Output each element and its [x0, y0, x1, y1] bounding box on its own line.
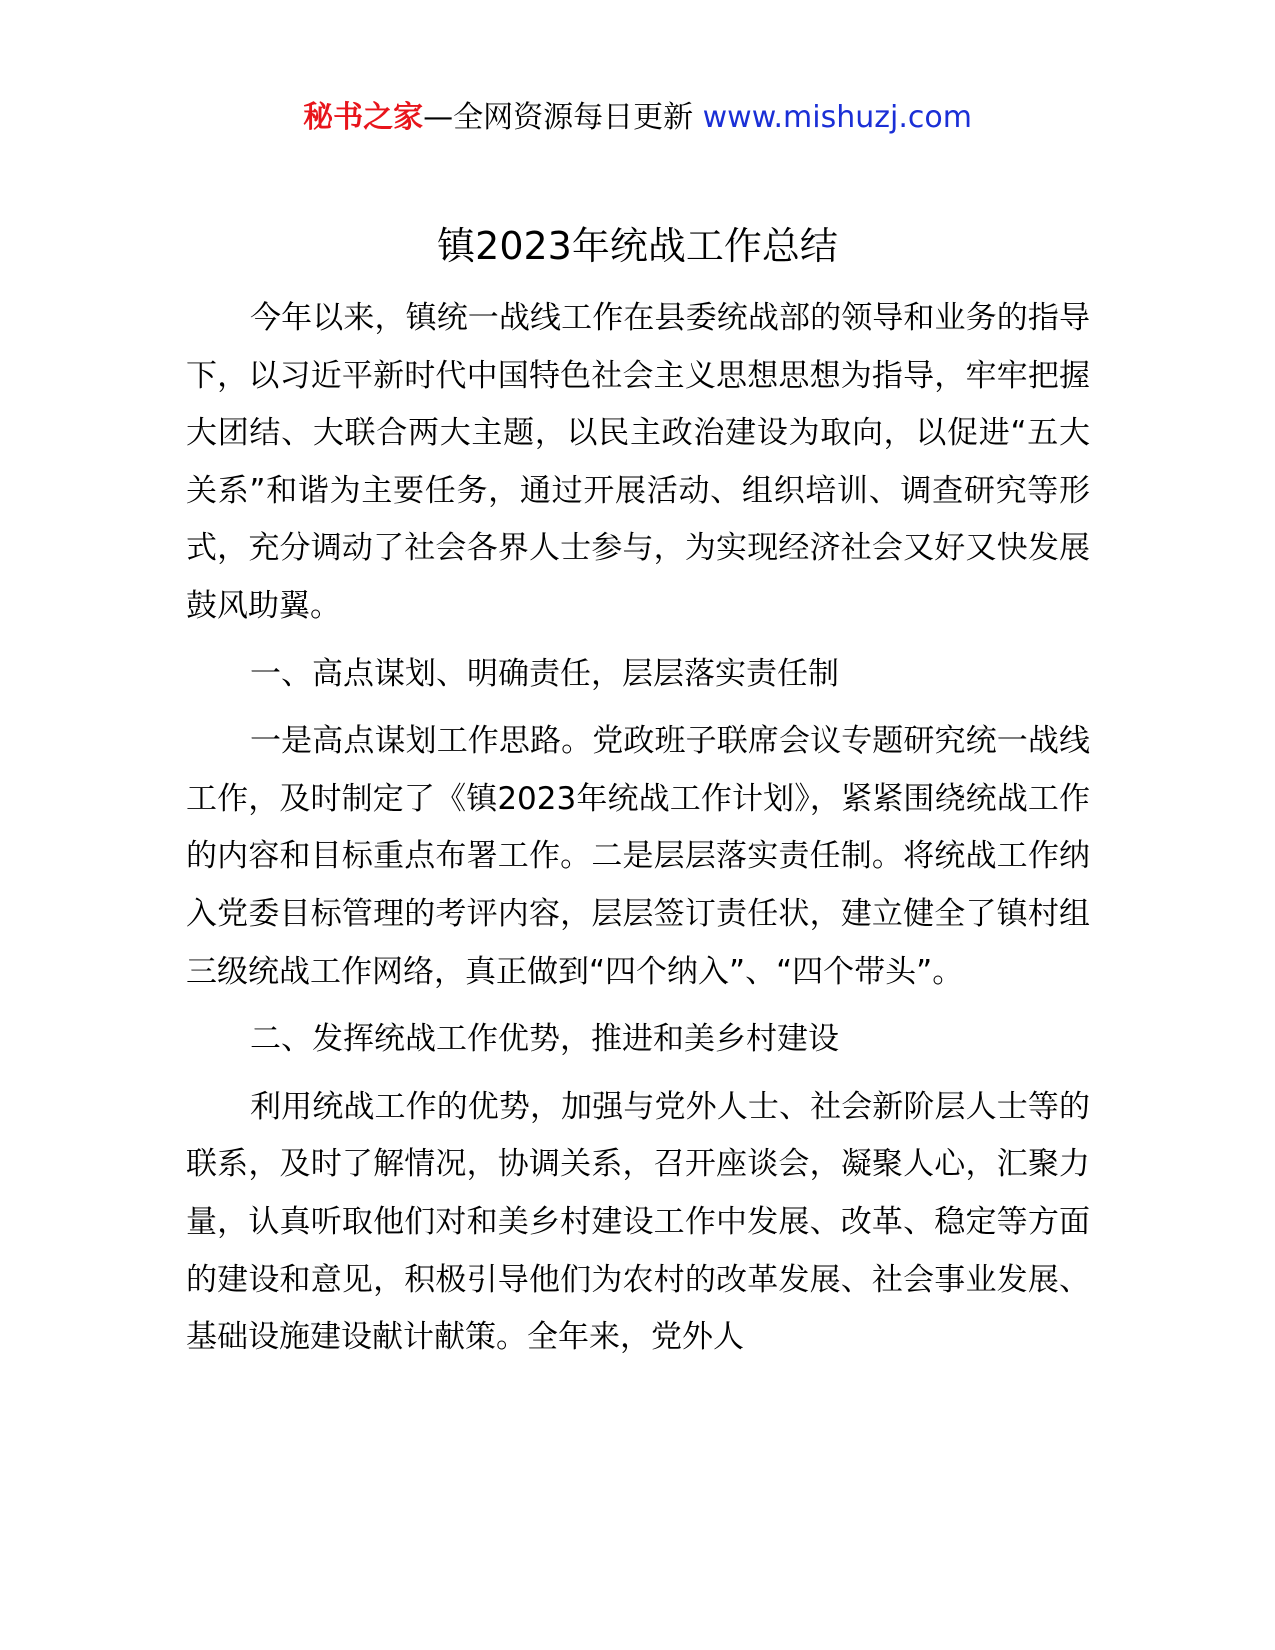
site-header — [0, 98, 1275, 138]
header-tagline: —全网资源每日更新 — [423, 100, 694, 135]
intro-paragraph: 今年以来，镇统一战线工作在县委统战部的领导和业务的指导下，以习近平新时代中国特色社会主义思想思想为指导，牢牢把握大团结、大联合两大主题，以民主政治建设为取向，以促进“五大关系”和谐为主要任务，通过开展活动、组织培训、调查研究等形式，充分调动了社会各界人士参与，为实现经济社会又好又快发展鼓风助翼。 — [186, 300, 1090, 624]
section-heading-1: 一、高点谋划、明确责任，层层落实责任制 — [250, 655, 839, 692]
section-2-paragraph: 利用统战工作的优势，加强与党外人士、社会新阶层人士等的联系，及时了解情况，协调关系，召开座谈会，凝聚人心，汇聚力量，认真听取他们对和美乡村建设工作中发展、改革、稳定等方面的建设和意见，积极引导他们为农村的改革发展、社会事业发展、基础设施建设献计献策。全年来，党外人 — [186, 1088, 1090, 1356]
section-1-paragraph: 一是高点谋划工作思路。党政班子联席会议专题研究统一战线工作，及时制定了《镇2023年统战工作计划》，紧紧围绕统战工作的内容和目标重点布署工作。二是层层落实责任制。将统战工作纳入党委目标管理的考评内容，层层签订责任状，建立健全了镇村组三级统战工作网络，真正做到“四个纳入”、“四个带头”。 — [186, 723, 1090, 990]
section-heading-2: 二、发挥统战工作优势，推进和美乡村建设 — [250, 1021, 839, 1058]
site-url-link[interactable]: www.mishuzj.com — [702, 100, 972, 135]
document-body — [186, 290, 1090, 1377]
document-title: 镇2023年统战工作总结 — [437, 224, 838, 268]
brand-name: 秘书之家 — [303, 100, 424, 135]
